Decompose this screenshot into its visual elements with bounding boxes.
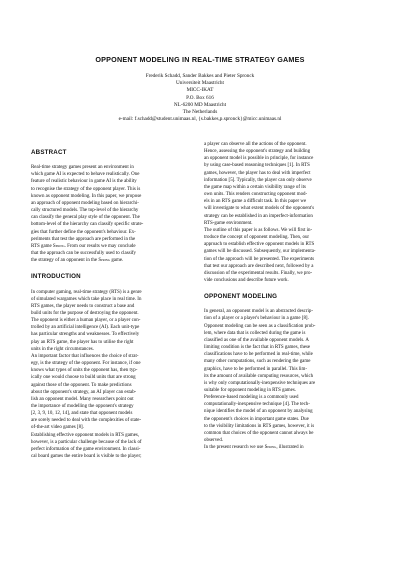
opponent-modeling-line: limiting condition is the fact that in RTS games, these	[204, 345, 311, 351]
author-city: NL-6200 MD Maastricht	[173, 101, 227, 108]
introduction-line: about the opponent's strategy, an AI player can estab-	[31, 389, 137, 395]
game-name: Spring	[98, 258, 111, 264]
abstract-line: which game AI is expected to behave realistically. One	[31, 172, 140, 178]
body-text-line: tion of the approach will be presented. The experiments	[204, 256, 315, 262]
introduction-line: lish an opponent model. Many researchers point out	[31, 396, 134, 402]
introduction-line: trolled by an artificial intelligence (AI). Each unit-type	[31, 325, 140, 331]
abstract-line: that the approach can be successfully used to classify	[31, 251, 137, 257]
abstract-line: RTS game Spring. From our results we may conclude	[31, 243, 136, 249]
introduction-line: Establishing effective opponent models in RTS games,	[31, 432, 140, 438]
body-text-line: The outline of this paper is as follows. We will first in-	[204, 227, 313, 233]
author-names: Frederik Schadd, Sander Bakkes and Pieter Spronck	[145, 73, 255, 79]
introduction-line: units in the right circumstances.	[31, 346, 94, 352]
body-text-line: own units. This renders constructing opponent mod-	[204, 192, 308, 198]
introduction-line: In computer gaming, real-time strategy (RTS) is a genre	[31, 289, 142, 295]
abstract-line: the strategy of an opponent in the Spring game.	[31, 258, 124, 264]
abstract-line: gies that further define the opponent's behaviour. Ex-	[31, 229, 136, 235]
body-text-line: troduce the concept of opponent modeling. Then, our	[204, 235, 310, 241]
body-text-line: els in an RTS game a difficult task. In this paper we	[204, 199, 307, 205]
left-column	[31, 149, 206, 460]
body-text-line: information [5]. Typically, the player can only observe	[204, 177, 312, 183]
abstract-line: known as opponent modeling. In this paper, we propose	[31, 193, 142, 199]
introduction-line: The opponent is either a human player, or a player con-	[31, 318, 141, 324]
game-name: Spring	[52, 243, 65, 249]
body-text-line: vide conclusions and describe future work.	[204, 277, 289, 283]
body-text-line: games, however, the player has to deal with imperfect	[204, 170, 311, 176]
opponent-modeling-line: common that choices of the opponent cannot always be	[204, 430, 314, 436]
opponent-modeling-line: Preference-based modeling is a commonly used	[204, 395, 299, 401]
author-po-box: P.O. Box 616	[186, 94, 214, 101]
introduction-line: against those of the opponent. To make predictions	[31, 382, 132, 388]
abstract-line: an approach of opponent modeling based on hierarchi-	[31, 200, 139, 206]
author-country: The Netherlands	[182, 109, 218, 116]
body-text-line: by using case-based reasoning techniques [1]. In RTS	[204, 163, 310, 169]
opponent-modeling-line: tion of a player or a player's behaviour in a game [8].	[204, 316, 309, 322]
introduction-line: An important factor that influences the choice of strat-	[31, 353, 139, 359]
abstract-line: bottom-level of the hierarchy can classify specific strate-	[31, 222, 144, 228]
abstract-line: cally structured models. The top-level of the hierarchy	[31, 208, 139, 214]
opponent-modeling-line: to the visibility limitations in RTS games, however, it is	[204, 423, 315, 429]
author-email: e-mail: f.schadd@student.unimaas.nl, {s.bakkes,p.spronck}@micc.unimaas.nl	[118, 116, 282, 123]
opponent-modeling-line: classified as one of the available opponent models. A	[204, 337, 309, 343]
author-block	[0, 73, 400, 123]
opponent-modeling-line: the opponent's choices in important game states. Due	[204, 416, 309, 422]
introduction-line: play an RTS game, the player has to utilise the right	[31, 339, 134, 345]
abstract-line: periments that test the approach are performed in the	[31, 236, 136, 242]
introduction-line: of simulated wargames which take place in real time. In	[31, 296, 142, 302]
introduction-line: has particular strengths and weaknesses. To effectively	[31, 332, 140, 338]
introduction-line: however, is a particular challenge because of the lack of	[31, 439, 142, 445]
introduction-body	[31, 289, 206, 461]
body-text-line: the game map within a certain visibility range of its	[204, 184, 306, 190]
paper-title: OPPONENT MODELING IN REAL-TIME STRATEGY GAMES	[95, 55, 305, 64]
introduction-line: build units for the purpose of destroying the opponent.	[31, 310, 139, 316]
introduction-line: perfect information of the game environment. In classi-	[31, 446, 141, 452]
body-text-line: a player can observe all the actions of the opponent.	[204, 142, 307, 147]
introduction-line: of-the-art video games [8].	[31, 425, 84, 431]
opponent-modeling-line: nique identifies the model of an opponent by analysing	[204, 409, 313, 415]
body-text-line: that test our approach are described next, followed by a	[204, 263, 314, 269]
body-text-line: Hence, assessing the opponent's strategy and building	[204, 149, 311, 155]
body-text-line: an opponent model is possible in principle, for instance	[204, 156, 314, 162]
body-text-line: strategy can be established in an imperfect-information	[204, 213, 313, 219]
introduction-line: egy, is the strategy of the opponent. For instance, if one	[31, 361, 141, 367]
game-name: Spring	[264, 445, 277, 451]
opponent-modeling-line: computationally-inexpensive technique [4]. The tech-	[204, 402, 310, 408]
body-text-line: will investigate to what extent models of the opponent's	[204, 206, 315, 212]
opponent-modeling-line: suitable for opponent modeling in RTS games.	[204, 388, 296, 393]
right-column	[204, 141, 379, 451]
body-text-line: RTS-game environment.	[204, 220, 253, 226]
opponent-modeling-line: many other computations, such as rendering the game	[204, 359, 311, 365]
opponent-modeling-body	[204, 308, 379, 451]
opponent-modeling-line: In the present research we use Spring, illustrated in	[204, 445, 304, 451]
opponent-modeling-line: is why only computationally-inexpensive techniques are	[204, 380, 316, 386]
abstract-body	[31, 164, 206, 264]
author-affiliation: Universiteit Maastricht	[176, 80, 224, 87]
introduction-line: are sorely needed to deal with the complexities of state-	[31, 418, 142, 424]
introduction-heading: INTRODUCTION	[31, 273, 81, 281]
body-text-line: discussion of the experimental results. Finally, we pro-	[204, 270, 313, 276]
introduction-line: ically one would choose to build units that are strong	[31, 375, 136, 381]
opponent-modeling-line: lem, where data that is collected during the game is	[204, 330, 306, 336]
introduction-line: cal board games the entire board is visible to the player;	[31, 454, 142, 460]
introduction-line: the importance of modelling the opponent's strategy	[31, 404, 134, 409]
body-text-line: approach to establish effective opponent models in RTS	[204, 242, 315, 248]
opponent-modeling-line: classifications have to be performed in real-time, while	[204, 352, 313, 358]
abstract-line: can classify the general play style of the opponent. The	[31, 215, 140, 221]
opponent-modeling-line: observed.	[204, 438, 224, 444]
abstract-heading: ABSTRACT	[31, 149, 67, 156]
body-text-line: games will be discussed. Subsequently, our implementa-	[204, 249, 316, 255]
opponent-modeling-line: In general, an opponent model is an abstracted descrip-	[204, 309, 313, 315]
introduction-line: RTS games, the player needs to construct a base and	[31, 303, 135, 309]
abstract-line: feature of realistic behaviour in game AI is the ability	[31, 179, 137, 185]
opponent-modeling-line: Opponent modeling can be seen as a classification prob-	[204, 323, 316, 329]
opponent-modeling-line: graphics, have to be performed in parallel. This lim-	[204, 366, 308, 372]
abstract-line: Real-time strategy games present an environment in	[31, 165, 134, 171]
introduction-body-continued	[204, 141, 379, 284]
author-department: MICC-IKAT	[186, 87, 214, 94]
introduction-line: knows what types of units the opponent has, then typ-	[31, 368, 138, 374]
opponent-modeling-heading: OPPONENT MODELING	[204, 293, 278, 301]
abstract-line: to recognise the strategy of the opponent player. This is	[31, 186, 141, 192]
introduction-line: [2, 3, 9, 10, 12, 14], and state that opponent models	[31, 411, 133, 417]
opponent-modeling-line: its the amount of available computing resources, which	[204, 373, 314, 379]
